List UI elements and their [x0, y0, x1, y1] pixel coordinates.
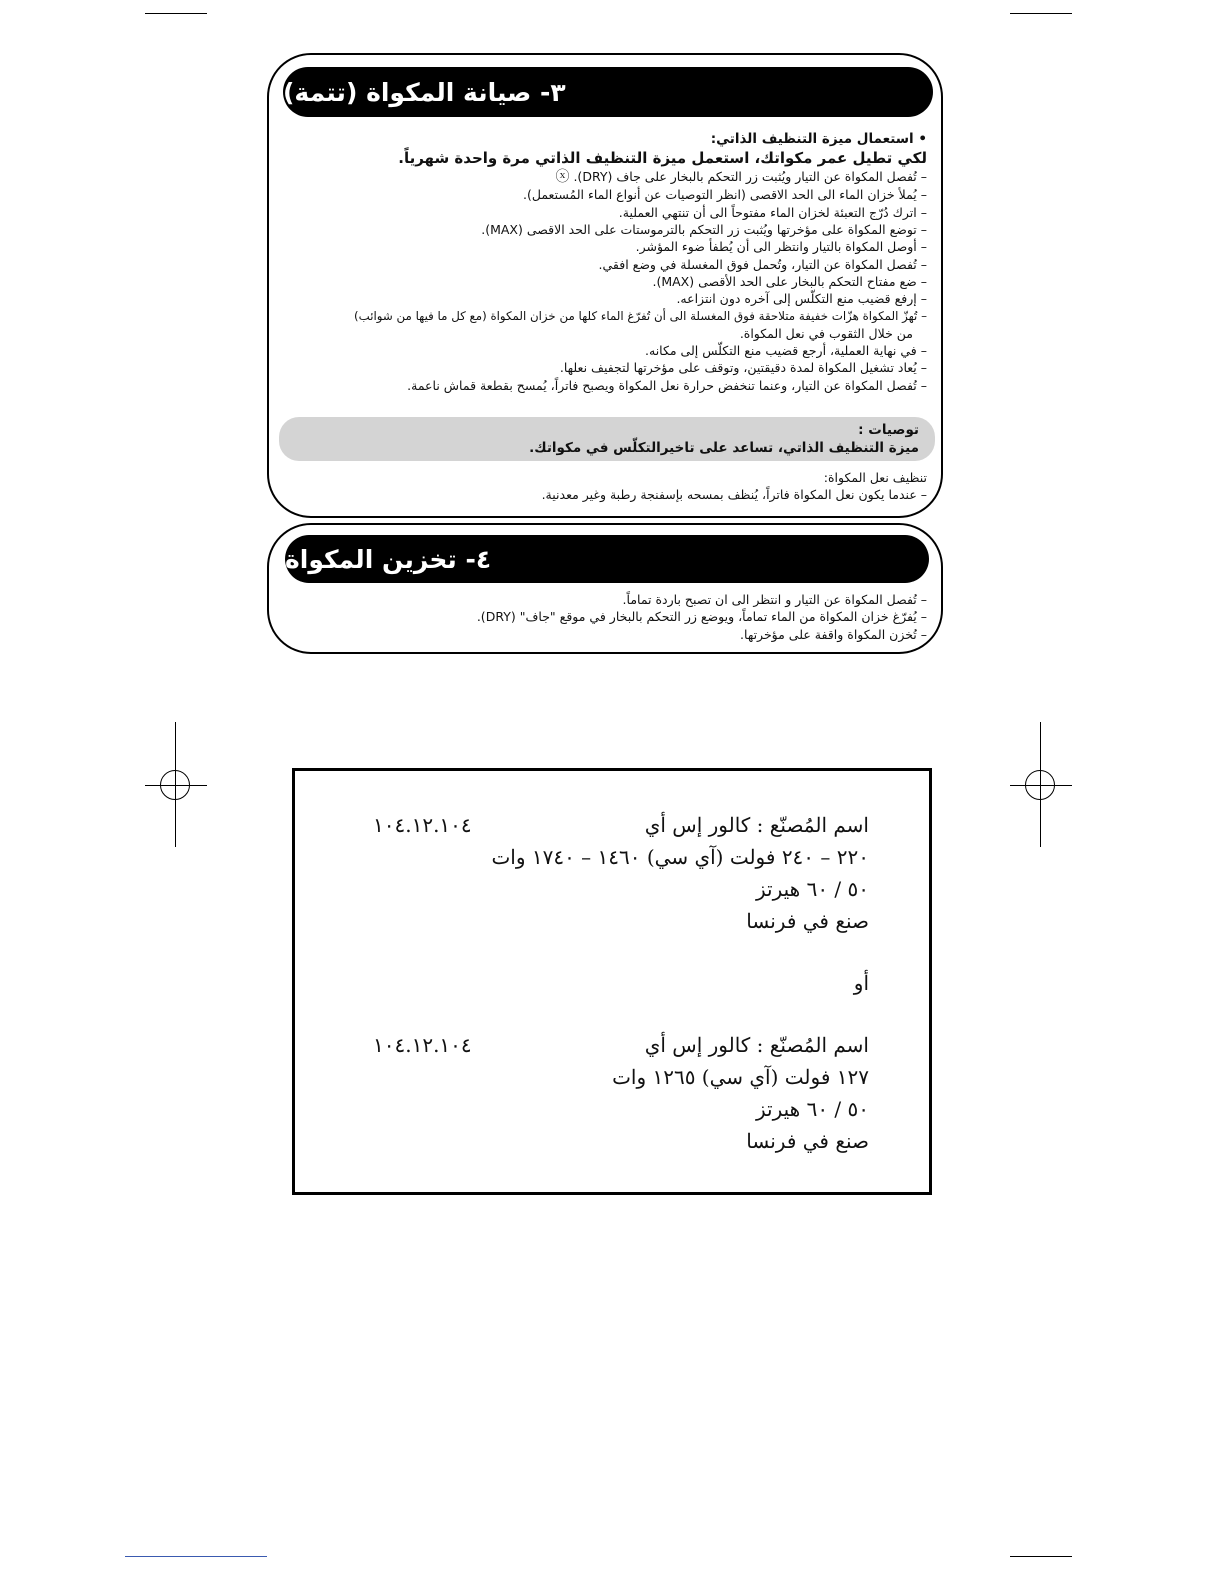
section-title-text: ٣- صيانة المكواة (تتمة) — [283, 77, 566, 107]
power-rating: ٢٢٠ – ٢٤٠ فولت (آي سي) ١٤٦٠ – ١٧٤٠ وات — [491, 845, 869, 869]
or-separator: أو — [853, 971, 869, 995]
section-title-maintenance — [283, 67, 933, 117]
recommendation-box — [279, 417, 935, 461]
step-line: – يُملأ خزان الماء الى الحد الاقصى (انظر التوصيات عن أنواع الماء المُستعمل). — [523, 187, 927, 203]
crop-mark-top-left — [145, 13, 207, 14]
soleplate-cleaning — [267, 469, 927, 504]
origin-line: صنع في فرنسا — [746, 1129, 869, 1153]
section-title-storage — [285, 535, 929, 583]
step-line: – إرفع قضيب منع التكلّس إلى آخره دون انتزاعه. — [676, 291, 927, 307]
crop-mark-bottom-left — [125, 1556, 267, 1557]
self-clean-heading: • استعمال ميزة التنظيف الذاتي: — [710, 131, 927, 147]
step-line: – تُفصل المكواة عن التيار و انتظر الى ان تصبح باردة تماماً. — [622, 592, 927, 607]
crop-mark-top-right — [1010, 13, 1072, 14]
origin-line: صنع في فرنسا — [746, 909, 869, 933]
dry-crossed-bin-icon: ⓧ — [555, 169, 570, 186]
step-line: – تُهزّ المكواة هزّات خفيفة متلاحقة فوق المغسلة الى أن تُفرّغ الماء كلها من خزان المكواة (مع كل ما فيها من شوائب) — [354, 308, 927, 323]
storage-instructions — [267, 591, 927, 643]
step-line: – في نهاية العملية، أرجع قضيب منع التكلّس إلى مكانه. — [645, 343, 927, 359]
step-line: – تُفصل المكواة عن التيار ويُثبت زر التحكم بالبخار على جاف (DRY). ⓧ — [555, 169, 927, 186]
manufacturer-line: اسم المُصنّع : كالور إس أي — [644, 1033, 869, 1057]
self-clean-instructions — [267, 131, 927, 394]
step-line: – توضع المكواة على مؤخرتها ويُثبت زر التحكم بالترموستات على الحد الاقصى (MAX). — [481, 222, 927, 238]
frequency-rating: ٥٠ / ٦٠ هيرتز — [756, 877, 869, 901]
step-line: – تُخزن المكواة واقفة على مؤخرتها. — [740, 626, 927, 642]
step-line: – أوصل المكواة بالتيار وانتظر الى أن يُطفأ ضوء المؤشر. — [635, 239, 927, 255]
storage-panel — [267, 523, 943, 654]
registration-target-left — [160, 770, 190, 800]
manufacturer-line: اسم المُصنّع : كالور إس أي — [644, 813, 869, 837]
step-line: – تُفصل المكواة عن التيار، وعنما تنخفض حرارة نعل المكواة ويصبح فاتراً، يُمسح بقطعة قماش ناعمة. — [407, 377, 927, 393]
step-line: – ضع مفتاح التحكم بالبخار على الحد الأقصى (MAX). — [652, 273, 927, 289]
product-code: ١٠٤.١٢.١٠٤ — [373, 1033, 472, 1057]
step-line: – يُفرّغ خزان المكواة من الماء تماماً، ويوضع زر التحكم بالبخار في موقع "جاف" (DRY). — [476, 609, 927, 625]
soleplate-title: تنظيف نعل المكواة: — [823, 470, 927, 485]
maintenance-panel — [267, 53, 943, 518]
step-line: – يُعاد تشغيل المكواة لمدة دقيقتين، وتوقف على مؤخرتها لتجفيف نعلها. — [559, 360, 927, 376]
product-code: ١٠٤.١٢.١٠٤ — [373, 813, 472, 837]
registration-target-right — [1025, 770, 1055, 800]
step-line: – اترك دُرّج التعبئة لخزان الماء مفتوحاً الى أن تنتهي العملية. — [618, 204, 927, 220]
soleplate-text: – عندما يكون نعل المكواة فاتراً، يُنظف بمسحه بإسفنجة رطبة وغير معدنية. — [541, 487, 927, 503]
self-clean-subheading: لكي تطيل عمر مكواتك، استعمل ميزة التنظيف الذاتي مرة واحدة شهرياً. — [398, 149, 927, 168]
step-line: – تُفصل المكواة عن التيار، وتُحمل فوق المغسلة في وضع افقي. — [598, 256, 927, 272]
power-rating: ١٢٧ فولت (آي سي) ١٢٦٥ وات — [612, 1065, 869, 1089]
recommendation-text: ميزة التنظيف الذاتي، تساعد على تاخيرالتكلّس في مكواتك. — [529, 440, 919, 456]
recommendation-title: توصيات : — [858, 422, 919, 438]
step-line-continuation: من خلال الثقوب في نعل المكواة. — [739, 325, 913, 341]
crop-mark-bottom-right — [1010, 1556, 1072, 1557]
frequency-rating: ٥٠ / ٦٠ هيرتز — [756, 1097, 869, 1121]
rating-plate-box — [292, 768, 932, 1195]
section-title-text: ٤- تخزين المكواة — [285, 544, 492, 574]
